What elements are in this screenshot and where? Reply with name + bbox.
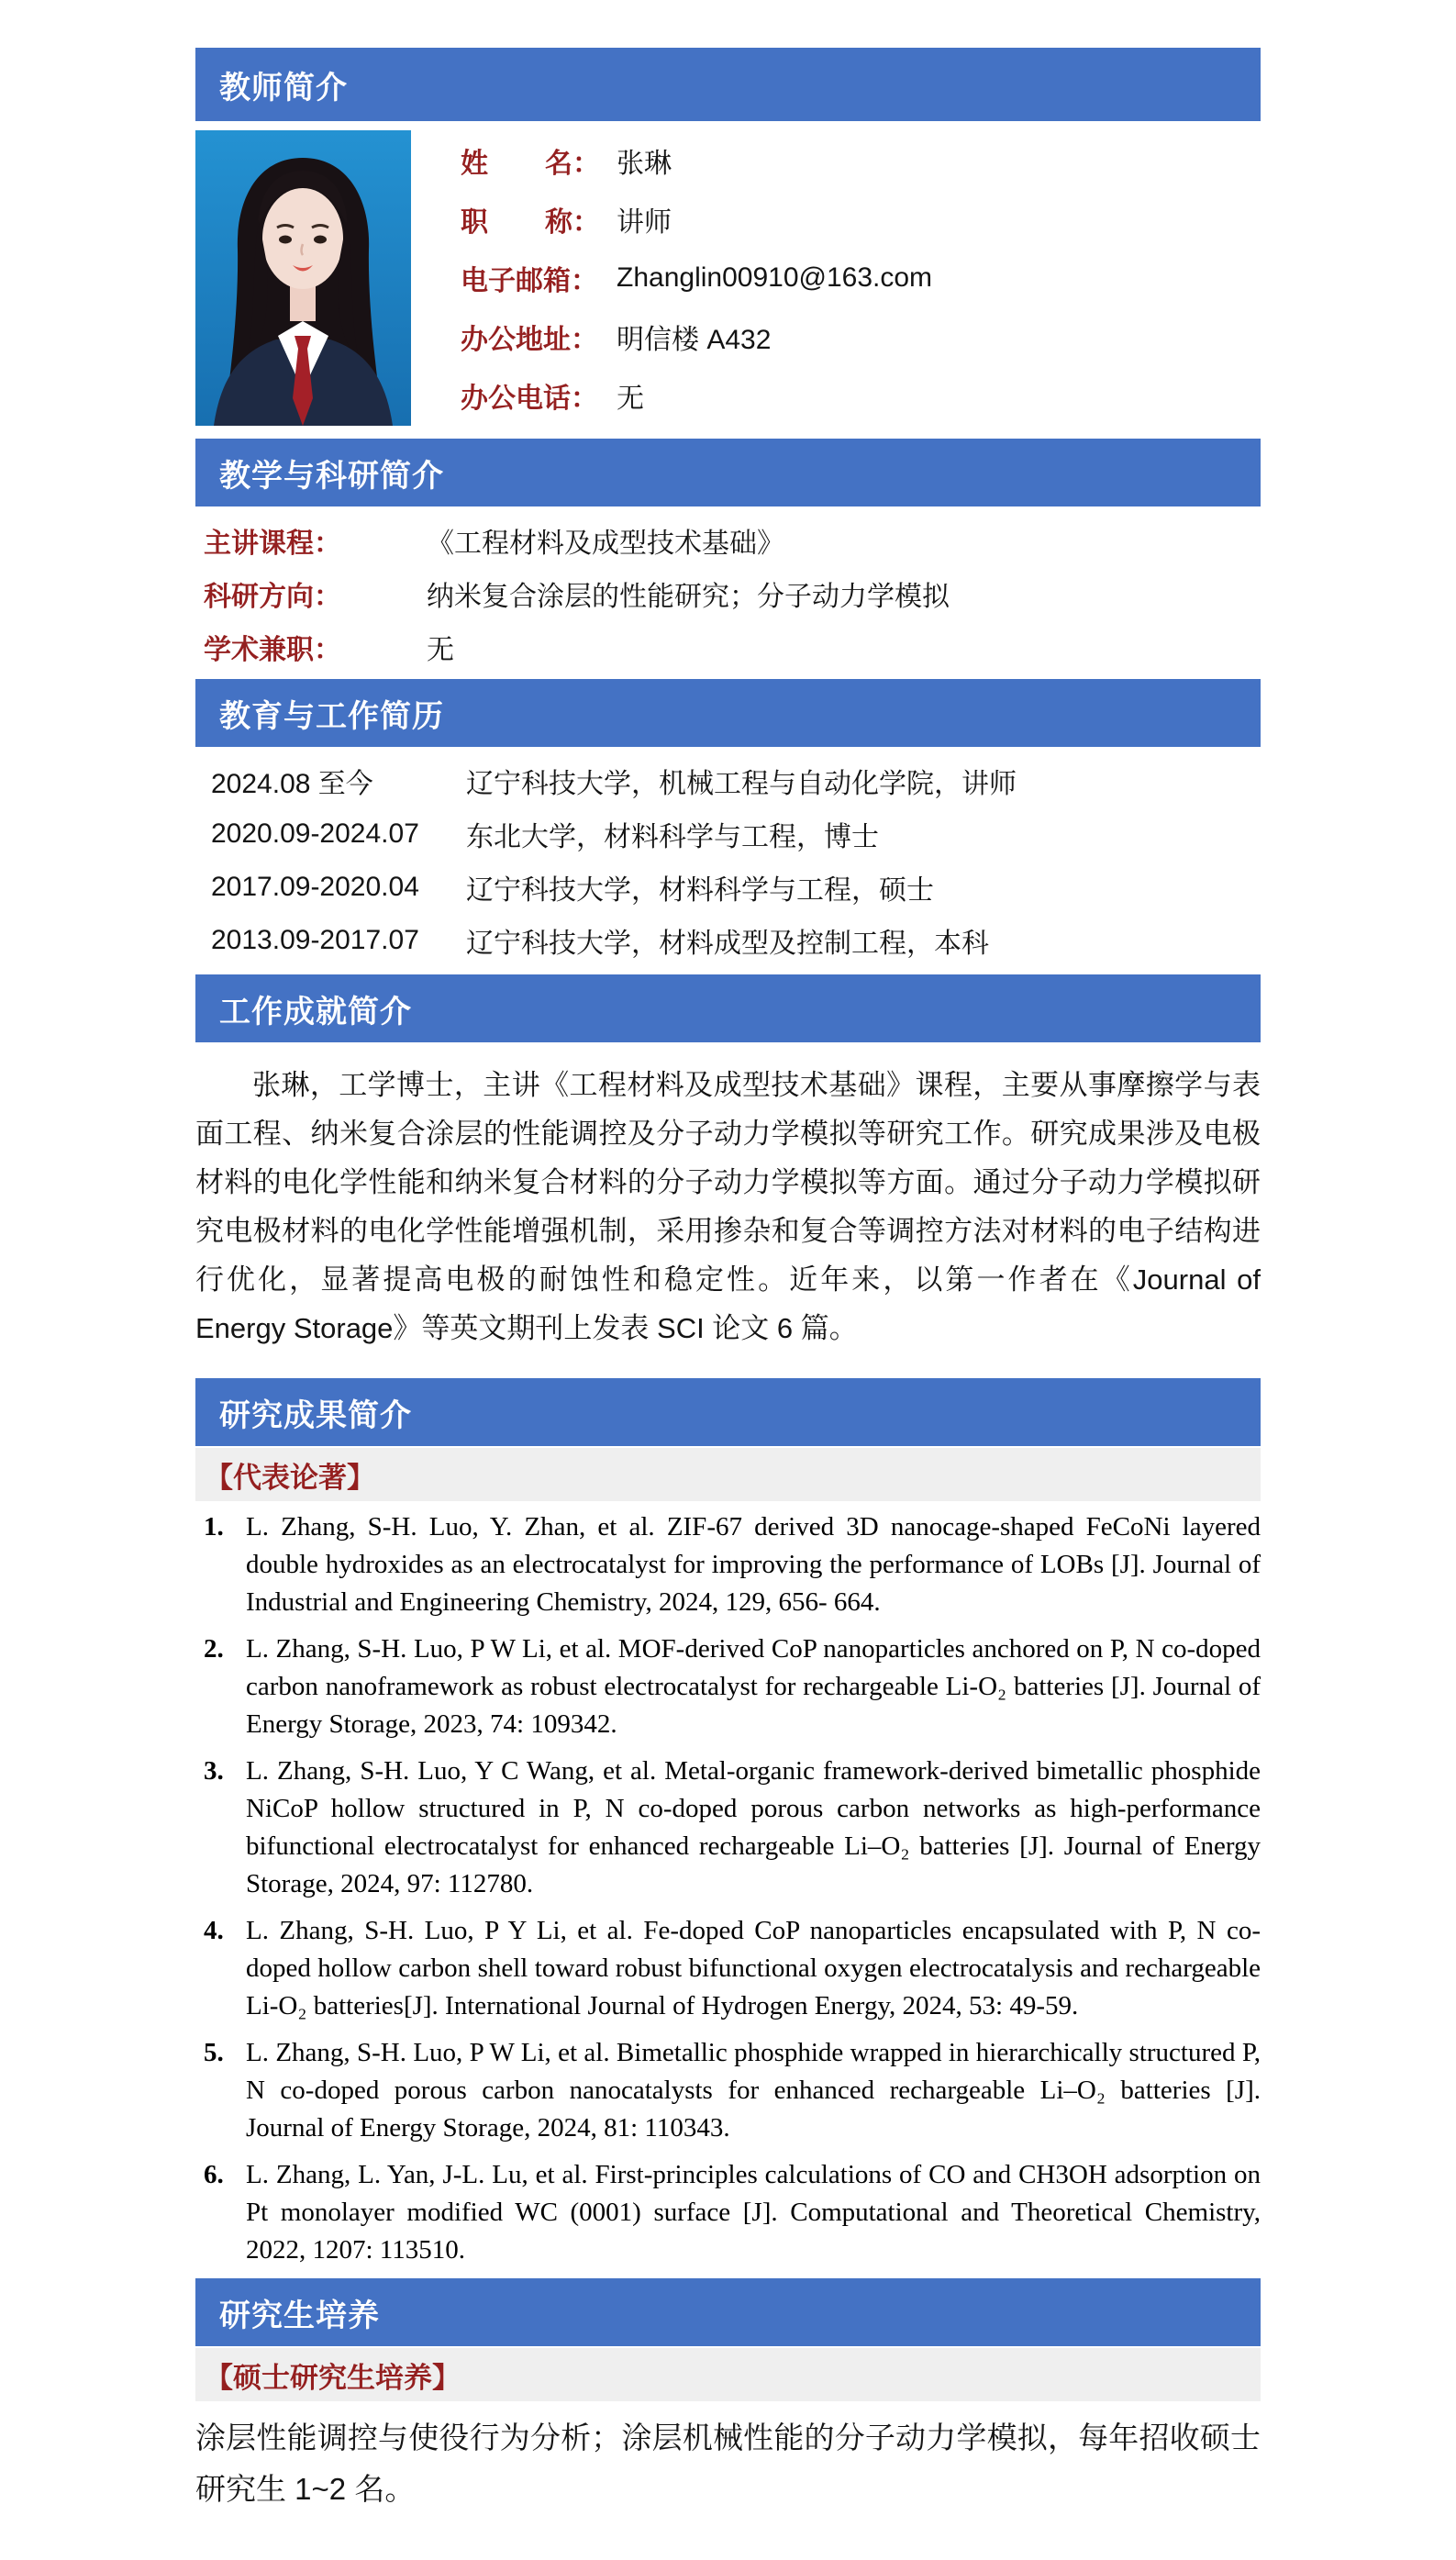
- page-content: [195, 48, 1261, 2515]
- row-label: 科研方向：: [204, 582, 341, 612]
- section-header-teacher-intro: [195, 48, 1261, 121]
- subsection-title: 【硕士研究生培养】: [205, 2361, 461, 2394]
- education-row: [211, 807, 1261, 861]
- education-description: 辽宁科技大学，材料科学与工程，硕士: [466, 875, 934, 906]
- teaching-rows: [195, 506, 1261, 679]
- publication-item: [195, 2156, 1261, 2269]
- education-row: [211, 861, 1261, 914]
- publication-text: L. Zhang, S-H. Luo, P Y Li, et al. Fe-doped CoP nanoparticles encapsulated with P, N co-doped hollow carbon shell toward robust bifunctional oxygen electrocatalysis and rechargeable Li-O₂ batteries[J]. International Journal of Hydrogen Energy, 2024, 53: 49-59.: [246, 1916, 1261, 2020]
- section-header-graduate-training: [195, 2278, 1261, 2346]
- section-title: 教学与科研简介: [219, 458, 444, 494]
- publication-text: L. Zhang, L. Yan, J-L. Lu, et al. First-principles calculations of CO and CH3OH adsorption on Pt monolayer modified WC (0001) surface [J]. Computational and Theoretical Chemistry, 2022, 1207: 113510.: [246, 2160, 1261, 2265]
- subsection-master-training: [195, 2348, 1261, 2401]
- profile-field-row: [461, 369, 1261, 422]
- row-label: 主讲课程：: [204, 529, 341, 559]
- publication-number: 6.: [204, 2160, 224, 2189]
- field-value: 明信楼 A432: [617, 325, 772, 355]
- publication-number: 4.: [204, 1916, 224, 1945]
- row-value: 无: [427, 635, 454, 665]
- education-description: 辽宁科技大学，机械工程与自动化学院，讲师: [466, 769, 1017, 799]
- education-rows: [195, 747, 1261, 974]
- publication-item: [195, 1508, 1261, 1621]
- section-header-research-results: [195, 1378, 1261, 1446]
- row-value: 纳米复合涂层的性能研究；分子动力学模拟: [427, 582, 950, 612]
- education-period: 2020.09-2024.07: [211, 818, 419, 849]
- education-description: 东北大学，材料科学与工程，博士: [466, 822, 879, 852]
- field-label: 办公电话：: [461, 384, 598, 414]
- field-value: 讲师: [617, 207, 672, 238]
- field-value: Zhanglin00910@163.com: [617, 262, 933, 293]
- field-value: 无: [617, 384, 644, 414]
- publication-number: 3.: [204, 1756, 224, 1786]
- section-header-teaching-research: [195, 439, 1261, 506]
- field-label: 职 称：: [461, 207, 600, 238]
- section-header-achievements: [195, 974, 1261, 1042]
- profile-field-row: [461, 251, 1261, 305]
- section-title: 研究生培养: [219, 2298, 380, 2333]
- subsection-title: 【代表论著】: [205, 1461, 375, 1494]
- profile-field-row: [461, 134, 1261, 187]
- row-value: 《工程材料及成型技术基础》: [427, 529, 784, 559]
- publication-number: 1.: [204, 1512, 224, 1542]
- section-title: 教师简介: [219, 70, 348, 106]
- publication-text: L. Zhang, S-H. Luo, Y C Wang, et al. Metal-organic framework-derived bimetallic phosphide NiCoP hollow structured in P, N co-doped porous carbon networks as high-performance bifunctional electrocatalyst for enhanced rechargeable Li–O₂ batteries [J]. Journal of Energy Storage, 2024, 97: 112780.: [246, 1756, 1261, 1898]
- education-period: 2017.09-2020.04: [211, 872, 419, 902]
- publication-text: L. Zhang, S-H. Luo, Y. Zhan, et al. ZIF-67 derived 3D nanocage-shaped FeCoNi layered double hydroxides as an electrocatalyst for improving the performance of LOBs [J]. Journal of Industrial and Engineering Chemistry, 2024, 129, 656- 664.: [246, 1512, 1261, 1617]
- portrait-illustration: [195, 130, 411, 426]
- teaching-row: [204, 514, 1261, 567]
- education-period: 2013.09-2017.07: [211, 925, 419, 955]
- section-header-education-work: [195, 679, 1261, 747]
- field-label: 电子邮箱：: [461, 266, 598, 296]
- subsection-representative-publications: [195, 1448, 1261, 1501]
- profile-field-row: [461, 193, 1261, 246]
- publication-text: L. Zhang, S-H. Luo, P W Li, et al. MOF-derived CoP nanoparticles anchored on P, N co-doped carbon nanoframework as robust electrocatalyst for rechargeable Li-O₂ batteries [J]. Journal of Energy Storage, 2023, 74: 109342.: [246, 1634, 1261, 1739]
- publication-item: [195, 1753, 1261, 1903]
- teacher-photo: [195, 130, 411, 426]
- publication-item: [195, 2034, 1261, 2147]
- education-period: 2024.08 至今: [211, 769, 373, 799]
- education-row: [211, 754, 1261, 807]
- field-label: 姓 名：: [461, 149, 600, 179]
- education-description: 辽宁科技大学，材料成型及控制工程，本科: [466, 929, 989, 959]
- row-label: 学术兼职：: [204, 635, 341, 665]
- field-label: 办公地址：: [461, 325, 598, 355]
- profile-fields: [411, 130, 1261, 426]
- publication-number: 5.: [204, 2038, 224, 2067]
- profile-field-row: [461, 310, 1261, 363]
- publication-item: [195, 1912, 1261, 2025]
- section-title: 工作成就简介: [219, 994, 412, 1030]
- education-row: [211, 914, 1261, 967]
- section-title: 教育与工作简历: [219, 698, 444, 734]
- achievements-paragraph: 张琳，工学博士，主讲《工程材料及成型技术基础》课程，主要从事摩擦学与表面工程、纳米复合涂层的性能调控及分子动力学模拟等研究工作。研究成果涉及电极材料的电化学性能和纳米复合材料的分子动力学模拟等方面。通过分子动力学模拟研究电极材料的电化学性能增强机制，采用掺杂和复合等调控方法对材料的电子结构进行优化，显著提高电极的耐蚀性和稳定性。近年来，以第一作者在《Journal of Energy Storage》等英文期刊上发表 SCI 论文 6 篇。: [195, 1069, 1261, 1344]
- teaching-row: [204, 567, 1261, 620]
- section-title: 研究成果简介: [219, 1397, 412, 1433]
- field-value: 张琳: [617, 149, 672, 179]
- publication-item: [195, 1631, 1261, 1743]
- publication-text: L. Zhang, S-H. Luo, P W Li, et al. Bimetallic phosphide wrapped in hierarchically structured P, N co-doped porous carbon nanocatalysts for enhanced rechargeable Li–O₂ batteries [J]. Journal of Energy Storage, 2024, 81: 110343.: [246, 2038, 1261, 2143]
- teaching-row: [204, 620, 1261, 673]
- publication-number: 2.: [204, 1634, 224, 1664]
- publication-list: [195, 1508, 1261, 2269]
- profile-section: [195, 130, 1261, 426]
- graduate-training-text: 涂层性能调控与使役行为分析；涂层机械性能的分子动力学模拟，每年招收硕士研究生 1~2 名。: [195, 2421, 1261, 2506]
